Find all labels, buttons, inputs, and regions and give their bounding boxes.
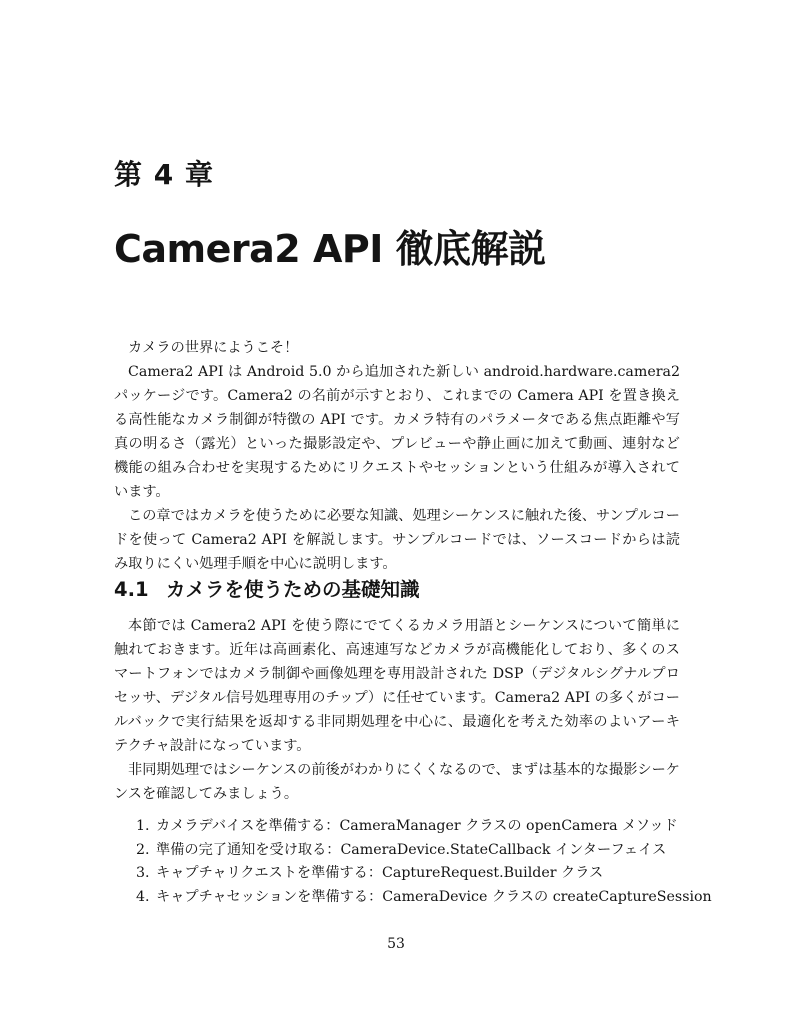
list-item-number: 2. — [136, 841, 150, 858]
list-item — [136, 862, 696, 886]
chapter-label: 第 4 章 — [114, 158, 214, 191]
section-paragraph: 非同期処理ではシーケンスの前後がわかりにくくなるので、まずは基本的な撮影シーケンスを確認してみましょう。 — [114, 762, 680, 802]
chapter-title: Camera2 API 徹底解説 — [114, 227, 546, 271]
list-item-number: 3. — [136, 865, 150, 881]
section-number: 4.1 — [114, 578, 149, 601]
section-paragraph: 本節では Camera2 API を使う際にでてくるカメラ用語とシーケンスについて簡単に触れておきます。近年は高画素化、高速連写などカメラが高機能化しており、多くのスマートフォンではカメラ制御や画像処理を専用設計された DSP（デジタルシグナルプロセッサ、デジタル信号処理専用のチップ）に任せています。Camera2 API の多くがコールバックで実行結果を返却する非同期処理を中心に、最適化を考えた効率のよいアーキテクチャ設計になっています。 — [114, 618, 680, 754]
list-item-text: 準備の完了通知を受け取る：CameraDevice.StateCallback インターフェイス — [156, 841, 667, 858]
intro-paragraph: Camera2 API は Android 5.0 から追加された新しい android.hardware.camera2 パッケージです。Camera2 の名前が示すとおり、これまでの Camera API を置き換える高性能なカメラ制御が特徴の API です。カメラ特有のパラメータである焦点距離や写真の明るさ（露光）といった撮影設定や、プレビューや静止画に加えて動画、連射など機能の組み合わせを実現するためにリクエストやセッションという仕組みが導入されています。 — [114, 364, 680, 500]
list-item-number: 1. — [136, 818, 150, 834]
intro-paragraph: カメラの世界にようこそ！ — [128, 340, 299, 356]
list-item-text: カメラデバイスを準備する：CameraManager クラスの openCamera メソッド — [156, 818, 678, 834]
list-item — [136, 886, 712, 910]
section-text — [114, 614, 680, 806]
list-item — [136, 815, 696, 839]
sequence-list — [136, 815, 712, 909]
list-item-number: 4. — [136, 888, 150, 905]
intro-paragraph: この章ではカメラを使うために必要な知識、処理シーケンスに触れた後、サンプルコードを使って Camera2 API を解説します。サンプルコードでは、ソースコードからは読み取りにくい処理手順を中心に説明します。 — [114, 508, 680, 572]
section-heading — [114, 574, 420, 602]
intro-text — [114, 336, 680, 576]
list-item-text: キャプチャリクエストを準備する：CaptureRequest.Builder クラス — [156, 865, 604, 881]
section-title: カメラを使うための基礎知識 — [166, 578, 420, 601]
page-number: 53 — [387, 936, 405, 952]
list-item — [136, 839, 696, 863]
list-item-text: キャプチャセッションを準備する：CameraDevice クラスの createCaptureSession — [156, 888, 712, 905]
